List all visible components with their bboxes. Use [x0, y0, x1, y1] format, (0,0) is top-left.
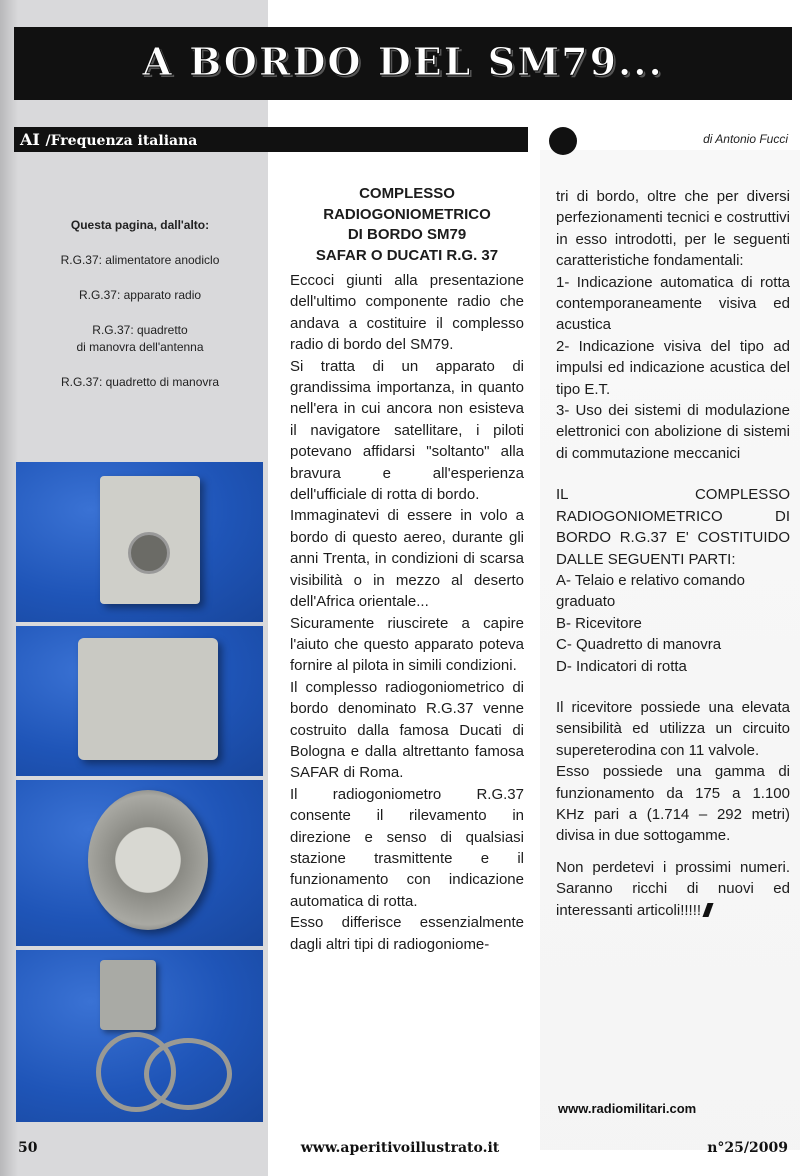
part-item: A- Telaio e relativo comando graduato — [556, 571, 745, 611]
paragraph: Il complesso radiogoniometrico di bordo denominato R.G.37 venne costruito dalla famosa Ducati di Bologna e dalla altrettanto famosa SAFAR di Roma. — [290, 678, 524, 782]
part-item: D- Indicatori di rotta — [556, 657, 687, 675]
footer-url[interactable]: www.aperitivoillustrato.it — [300, 1140, 500, 1156]
page-title: A BORDO DEL SM79... — [142, 39, 664, 84]
article-column-middle — [290, 184, 524, 955]
page-number: 50 — [18, 1140, 38, 1156]
feature-item: 3- Uso dei sistemi di modulazione elettronici con abolizione di sistemi di commutazione meccanici — [556, 402, 790, 462]
section-label — [20, 130, 197, 149]
website-link[interactable]: www.radiomilitari.com — [558, 1101, 697, 1116]
bullet-dot-icon — [549, 127, 577, 155]
photo-captions — [20, 218, 260, 409]
closing-paragraph: Non perdetevi i prossimi numeri. Saranno ricchi di nuovi ed interessanti articoli!!!!! — [556, 858, 790, 919]
paragraph: Immaginatevi di essere in volo a bordo di questo aereo, durante gli anni Trenta, in condizioni di scarsa visibilità o in mezzo al deserto dell'Africa orientale... — [290, 507, 524, 611]
paragraph: Esso possiede una gamma di funzionamento da 175 a 1.100 KHz pari a (1.714 – 292 metri) divisa in due sottogamme. — [556, 763, 790, 845]
end-mark-icon — [703, 903, 714, 917]
section-bar — [14, 127, 528, 152]
caption-item: R.G.37: alimentatore anodiclo — [60, 253, 220, 267]
photo-alimentatore — [16, 462, 263, 622]
page-footer — [0, 1140, 800, 1164]
paragraph: Esso differisce essenzialmente dagli altri tipi di radiogoniome- — [290, 914, 524, 953]
issue-number: n°25/2009 — [707, 1140, 788, 1156]
article-title: COMPLESSO RADIOGONIOMETRICO DI BORDO SM79 SAFAR O DUCATI R.G. 37 — [315, 185, 499, 264]
section-name: /Frequenza italiana — [45, 133, 198, 149]
paragraph: Si tratta di un apparato di grandissima importanza, in quanto nell'era in cui ancora non esisteva il navigatore satellitare, i piloti potevano affidarsi "soltanto" alla bravura e all'esperienza dell'ufficiale di rotta di bordo. — [290, 357, 524, 504]
caption-item: R.G.37: apparato radio — [78, 288, 202, 302]
part-item: C- Quadretto di manovra — [556, 636, 722, 654]
paragraph: Il radiogoniometro R.G.37 consente il rilevamento in direzione e senso di qualsiasi stazione trasmittente e il funzionamento con indicazione automatica di rotta. — [290, 785, 524, 910]
photo-quadretto-antenna — [16, 780, 263, 946]
paragraph: Il ricevitore possiede una elevata sensibilità ed utilizza un circuito supereterodina con 11 valvole. — [556, 698, 790, 759]
part-item: B- Ricevitore — [556, 614, 642, 632]
photo-quadretto-manovra — [16, 950, 263, 1122]
feature-item: 1- Indicazione automatica di rotta contemporaneamente visiva ed acustica — [556, 273, 790, 334]
caption-item: R.G.37: quadretto di manovra — [60, 375, 220, 389]
parts-heading: IL COMPLESSO RADIOGONIOMETRICO DI BORDO R.G.37 E' COSTITUIDO DALLE SEGUENTI PARTI: — [556, 486, 790, 568]
article-column-right — [556, 186, 790, 921]
author-byline: di Antonio Fucci — [703, 132, 788, 146]
paragraph: Eccoci giunti alla presentazione dell'ultimo componente radio che andava a costituire il complesso radio di bordo del SM79. — [290, 272, 524, 354]
feature-item: 2- Indicazione visiva del tipo ad impulsi ed indicazione acustica del tipo E.T. — [556, 337, 790, 398]
page-header — [14, 27, 792, 100]
caption-item: R.G.37: quadretto di manovra dell'antenna — [76, 323, 204, 354]
section-prefix: AI — [20, 130, 40, 149]
paragraph: Sicuramente riuscirete a capire l'aiuto che questo apparato poteva fornire al pilota in simili condizioni. — [290, 614, 524, 675]
captions-heading: Questa pagina, dall'alto: — [70, 218, 210, 232]
photo-apparato-radio — [16, 626, 263, 776]
paragraph: tri di bordo, oltre che per diversi perfezionamenti tecnici e costruttivi in esso introdotti, per le seguenti caratteristiche fondamentali: — [556, 188, 790, 270]
